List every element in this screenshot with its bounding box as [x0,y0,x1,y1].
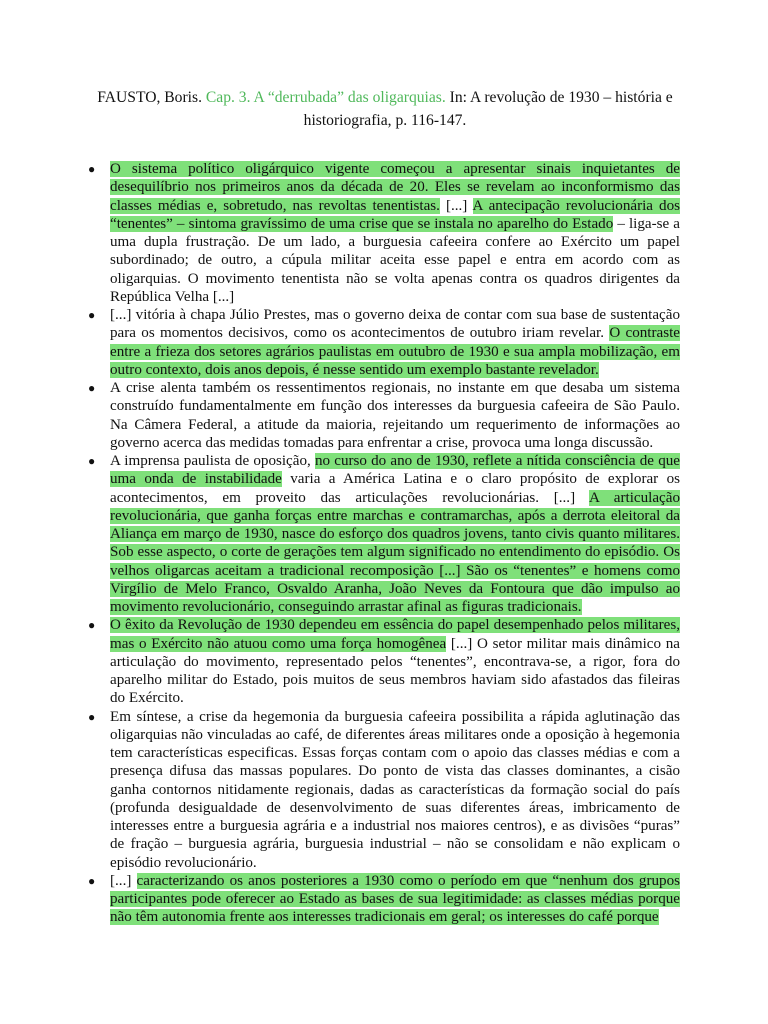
highlighted-text: O contraste entre a frieza dos setores agrários paulistas em outubro de 1930 e sua ampla mobilização, em outro contexto, dois anos depois, é nesse sentido um exemplo bastante revelador. [110,325,680,378]
highlighted-text: O êxito da Revolução de 1930 dependeu em essência do papel desempenhado pelos militares, mas o Exército não atuou como uma força homogênea [110,617,680,652]
body-text: Em síntese, a crise da hegemonia da burguesia cafeeira possibilita a rápida aglutinação das oligarquias não vinculadas ao café, de diferentes áreas militares onde a oposição à hegemonia tem características especificas. Essas forças contam com o apoio das classes médias e com a presença difusa das massas populares. Do ponto de vista das classes dominantes, a cisão ganha contornos nitidamente regionais, dadas as características da formação social do país (profunda desigualdade de desenvolvimento de suas diferentes áreas, imbricamento de interesses entre a burguesia agrária e a industrial nos maiores centros), e as divisões “puras” de fração – burguesia agrária, burguesia industrial – não se consolidam e não explicam o episódio revolucionário. [110,708,680,871]
bullet-icon: ● [88,308,96,322]
list-item [88,708,680,872]
bullet-icon: ● [88,381,96,395]
highlighted-text: O sistema político oligárquico vigente começou a apresentar sinais inquietantes de desequilíbrio nos primeiros anos da década de 20. Eles se revelam ao inconformismo das classes médias e, sobretudo, nas revoltas tenentistas. [110,161,680,214]
body-text: [...] [110,872,137,889]
list-item [88,160,680,306]
body-text: – liga-se a uma dupla frustração. De um lado, a burguesia cafeeira confere ao Exército um papel subordinado; de outro, a cúpula militar aceita esse papel e entra em acordo com as oligarquias. O movimento tenentista não se volta apenas contra os quadros dirigentes da República Velha [...] [110,215,680,305]
bullet-icon: ● [88,873,96,888]
list-item [88,306,680,379]
bullet-icon: ● [88,454,96,468]
body-text: [...] O setor militar mais dinâmico na articulação do movimento, representado pelos “tenentes”, encontrava-se, a rigor, fora do aparelho militar do Estado, pois muitos de seus membros haviam sido afastados das fileiras do Exército. [110,635,681,707]
highlighted-text: caracterizando os anos posteriores a 1930 como o período em que “nenhum dos grupos participantes pode oferecer ao Estado as bases de sua legitimidade: as classes médias porque não têm autonomia frente aos interesses tradicionais em geral; os interesses do café porque [110,872,680,926]
body-text: A imprensa paulista de oposição, [110,453,315,469]
citation-heading [90,86,680,132]
notes-list [88,160,680,927]
body-text: [...] [439,197,473,214]
list-item [88,452,680,616]
citation-author: FAUSTO, Boris. [97,89,206,106]
bullet-icon: ● [88,618,96,633]
bullet-icon: ● [88,709,96,724]
citation-chapter-title: Cap. 3. A “derrubada” das oligarquias. [205,89,446,106]
list-item [88,616,680,707]
highlighted-text: no curso do ano de 1930, reflete a nítida consciência de que uma onda de instabilidade [110,453,680,488]
body-text: [...] vitória à chapa Júlio Prestes, mas o governo deixa de contar com sua base de sustentação para os momentos decisivos, como os acontecimentos de outubro iriam revelar. [110,307,680,342]
body-text: A crise alenta também os ressentimentos regionais, no instante em que desaba um sistema construído fundamentalmente em função dos interesses da burguesia cafeeira de São Paulo. Na Câmera Federal, a atitude da maioria, rejeitando um requerimento de informações ao governo acerca das medidas tomadas para enfrentar a crise, provoca uma longa discussão. [110,380,680,451]
bullet-icon: ● [88,162,96,176]
body-text: varia a América Latina e o claro propósito de explorar os acontecimentos, em proveito das articulações revolucionárias. [...] [110,471,680,506]
highlighted-text: A antecipação revolucionária dos “tenentes” – sintoma gravíssimo de uma crise que se instala no aparelho do Estado [110,197,680,232]
list-item [88,379,680,452]
highlighted-text: A articulação revolucionária, que ganha forças entre marchas e contramarchas, após a derrota eleitoral da Aliança em março de 1930, nasce do esforço dos quadros jovens, tanto civis quanto militares. Sob esse aspecto, o corte de gerações tem algum significado no entendimento do episódio. Os velhos oligarcas aceitam a tradicional recomposição [...] São os “tenentes” e homens como Virgílio de Melo Franco, Osvaldo Aranha, João Neves da Fontoura que dão impulso ao movimento revolucionário, conseguindo arrastar afinal as figuras tradicionais. [110,489,680,615]
citation-source: In: A revolução de 1930 – história e historiografia, p. 116-147. [303,89,673,129]
list-item [88,872,680,927]
